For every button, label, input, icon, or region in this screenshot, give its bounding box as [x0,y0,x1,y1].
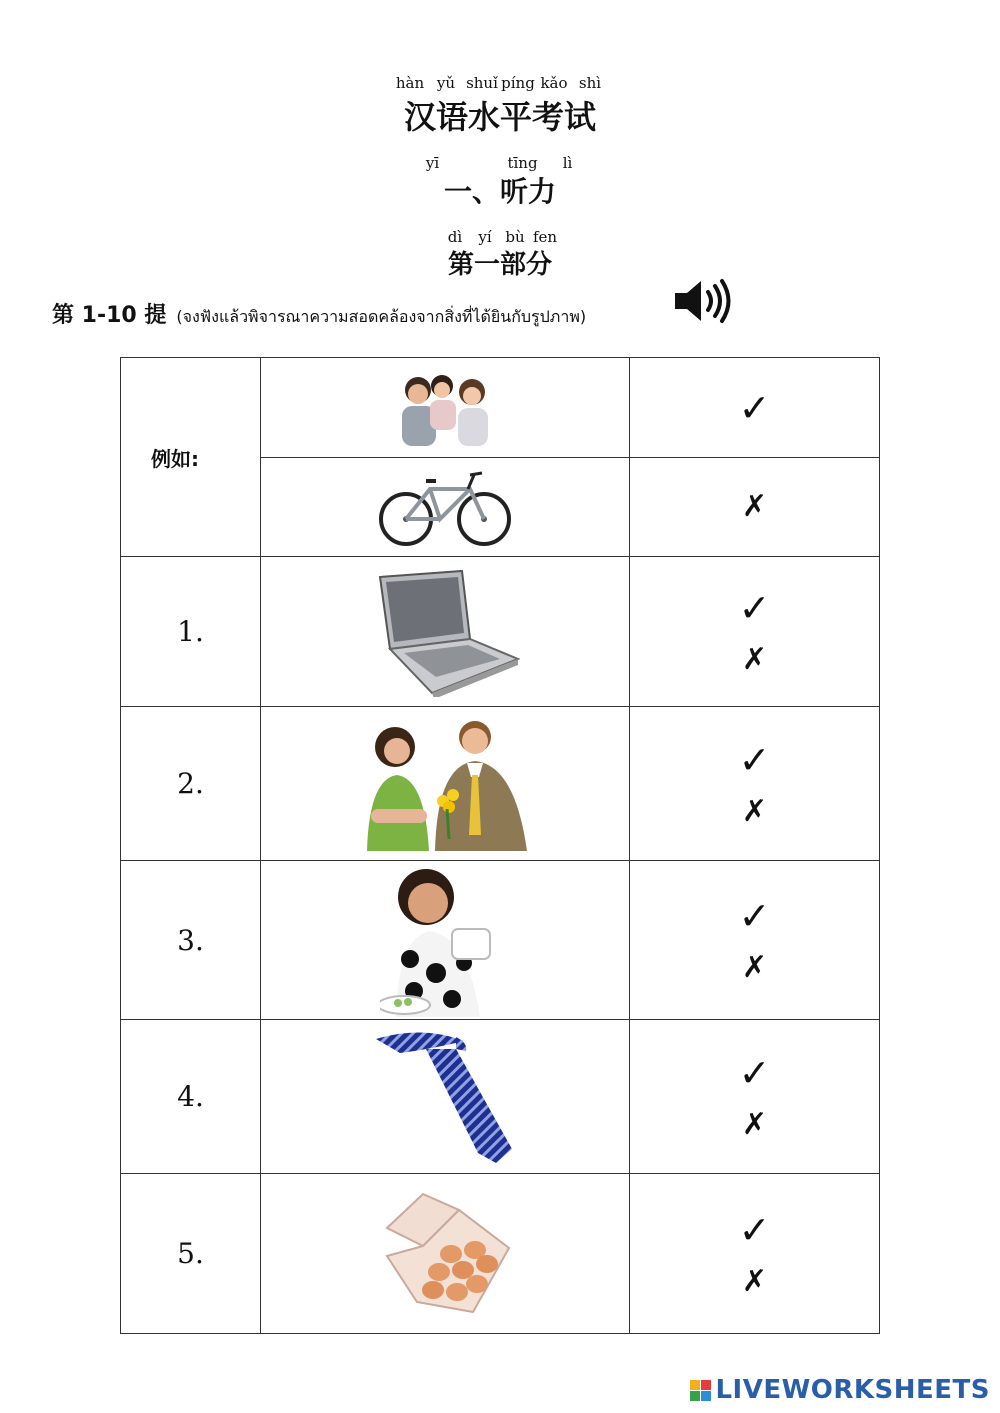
instruction-label: 第 1-10 提 [52,303,167,328]
check-icon[interactable]: ✓ [738,894,771,938]
brand-name: LIVEWORKSHEETS [715,1375,990,1405]
pinyin-syllable: yī [425,154,440,172]
check-icon[interactable]: ✓ [738,1207,771,1252]
instruction-note: (จงฟังแล้วพิจารณาความสอดคล้องจากสิ่งที่ได้ยินกับรูปภาพ) [176,307,587,326]
answer-cell [630,557,880,707]
pinyin-syllable: dì [447,228,463,246]
instruction [52,298,586,330]
pinyin-syllable: fen [532,228,558,246]
flowers-couple-photo [261,707,630,861]
cross-icon[interactable]: ✗ [741,641,768,677]
pinyin-syllable: shì [578,74,602,92]
question-number: 4. [121,1020,261,1174]
pinyin-syllable: kǎo [540,74,568,92]
cross-icon[interactable]: ✗ [741,1106,768,1142]
question-number: 3. [121,861,261,1020]
page-title: 汉语水平考试 [403,98,596,136]
check-icon[interactable]: ✓ [738,585,771,630]
example-row [121,358,880,458]
question-row [121,1174,880,1334]
question-row [121,1020,880,1174]
pinyin-syllable: shuǐ [466,74,498,92]
family-picture [390,370,500,446]
pinyin-syllable: hàn [395,74,425,92]
pinyin-syllable: lì [562,154,573,172]
answer-cell [630,1174,880,1334]
example-answer-cell [630,458,880,557]
check-icon[interactable]: ✓ [738,1050,771,1095]
laptop-photo [261,557,630,707]
family-photo [261,358,630,458]
question-number: 5. [121,1174,261,1334]
pinyin-syllable: tīng [507,154,538,172]
cup-woman-photo [261,861,630,1020]
pinyin-syllable: píng [501,74,535,92]
speaker-icon[interactable] [673,278,733,324]
brand-logo [690,1375,990,1405]
question-row [121,861,880,1020]
question-row [121,557,880,707]
example-label: 例如: [121,358,261,557]
check-icon[interactable]: ✓ [738,737,771,782]
title-pinyin [0,74,1000,92]
tie-picture [372,1027,518,1167]
example-answer-cell [630,358,880,458]
pinyin-syllable: yí [478,228,492,246]
pinyin-syllable: yǔ [436,74,456,92]
egg-carton-picture [377,1192,513,1316]
bicycle-photo [261,458,630,557]
woman-cup-picture [380,863,510,1017]
pinyin-syllable: bù [505,228,525,246]
cross-icon[interactable]: ✗ [741,1263,768,1299]
answer-cell [630,1020,880,1174]
cross-icon[interactable]: ✗ [741,950,768,985]
necktie-photo [261,1020,630,1174]
answer-cell [630,861,880,1020]
question-number: 1. [121,557,261,707]
part-title: 第一部分 [447,250,552,280]
question-row [121,707,880,861]
section-title: 一、听力 [443,175,556,208]
laptop-picture [370,567,520,697]
answer-cell [630,707,880,861]
brand-logo-icon [690,1380,711,1401]
cross-icon[interactable]: ✗ [741,793,768,829]
cross-icon[interactable]: ✗ [741,489,768,524]
eggs-photo [261,1174,630,1334]
bicycle-picture [378,467,512,547]
question-number: 2. [121,707,261,861]
answer-table [120,357,880,1334]
couple-picture [357,717,533,851]
check-icon[interactable]: ✓ [738,385,771,430]
